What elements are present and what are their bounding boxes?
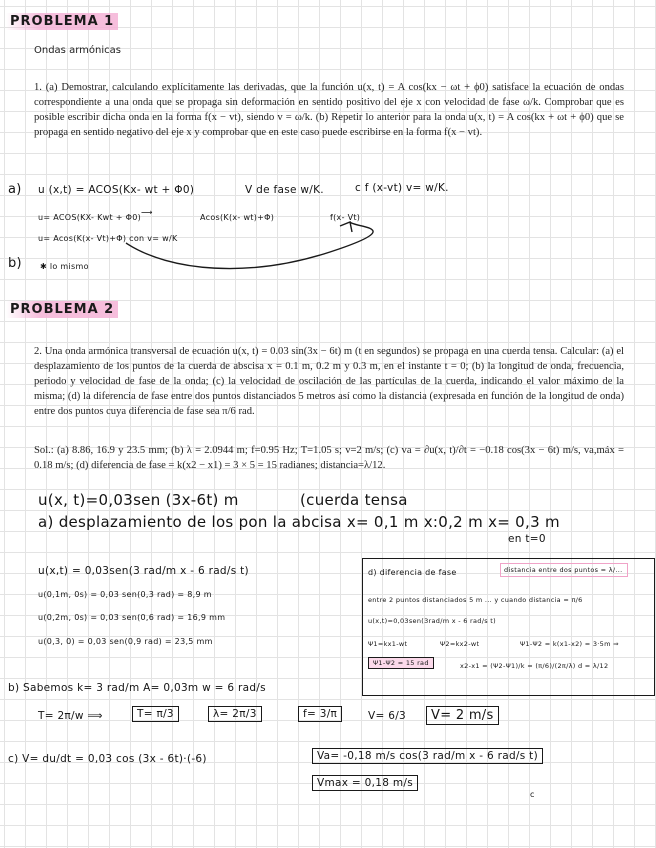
problema-2-heading: PROBLEMA 2 [6, 301, 118, 318]
p1-a-vfase: V de fase w/K. [245, 184, 324, 196]
p1-a-line2: u= ACOS(KX- Kwt + Φ0) [38, 213, 142, 222]
p2-equation-note: (cuerda tensa [300, 491, 408, 509]
p2-b-v: V= 6/3 [368, 710, 407, 722]
p2-b-T: T= 2π/w ⟹ [38, 710, 103, 722]
p2-a-line3: u(0,2m, 0s) = 0,03 sen(0,6 rad) = 16,9 mm [38, 613, 226, 622]
p2-d-line2: u(x,t)=0,03sen(3rad/m x - 6 rad/s t) [368, 617, 496, 625]
p1-a-equation: u (x,t) = ACOS(Kx- wt + Φ0) [38, 184, 195, 196]
p2-d-note-box: distancia entre dos puntos = λ/... [500, 563, 628, 577]
p2-a-line1: u(x,t) = 0,03sen(3 rad/m x - 6 rad/s t) [38, 565, 249, 577]
p1-b-text: ✱ lo mismo [40, 262, 89, 271]
p2-d-psi2: Ψ2=kx2-wt [440, 640, 480, 648]
p2-a-statement: a) desplazamiento de los pon la abcisa x= 0,1 m x:0,2 m x= 0,3 m [38, 513, 560, 531]
p1-a-fx: f(x- Vt) [330, 213, 361, 222]
p1-a-arrow: ⟶ [141, 208, 153, 217]
p1-a-label: a) [8, 182, 22, 197]
p2-d-title: d) diferencia de fase [368, 568, 457, 577]
problema-1-subtitle: Ondas armónicas [34, 45, 121, 56]
p2-c-vmax-box: Vmax = 0,18 m/s [312, 775, 418, 791]
p2-d-box [362, 558, 655, 696]
p2-a-line2: u(0,1m, 0s) = 0,03 sen(0,3 rad) = 8,9 m [38, 590, 212, 599]
problema-2-statement: 2. Una onda armónica transversal de ecuación u(x, t) = 0.03 sin(3x − 6t) m (t en segundos) se propaga en una cuerda tensa. Calcular: (a) el desplazamiento de los puntos de la cuerda de abscisa x = 0.1 m, 0.2 m y 0.3 m, en el instante t = 0; (b) la longitud de onda, frecuencia, periodo y velocidad de fase de la onda; (c) la velocidad de oscilación de las partículas de la cuerda, indicando el valor máximo de la misma; (d) la diferencia de fase entre dos puntos distanciados 5 metros así como la distancia (expresada en función de la longitud de onda) entre dos puntos cuya diferencia de fase sea π/6 rad. [34, 346, 624, 417]
p2-d-line1: entre 2 puntos distanciados 5 m ... y cuando distancia = π/6 [368, 596, 583, 604]
problema-2-solution: Sol.: (a) 8.86, 16.9 y 23.5 mm; (b) λ = 2.0944 m; f=0.95 Hz; T=1.05 s; v=2 m/s; (c) va = ∂u(x, t)/∂t = −0.18 cos(3x − 6t) m/s, va,máx = 0.18 m/s; (d) diferencia de fase = k(x2 − x1) = 3 × 5 = 15 radianes; distancia=λ/12. [34, 445, 624, 471]
p2-b-T-box: T= π/3 [132, 706, 179, 722]
p2-b-lambda-box: λ= 2π/3 [208, 706, 262, 722]
p2-c-velocity-box: Va= -0,18 m/s cos(3 rad/m x - 6 rad/s t) [312, 748, 543, 764]
p2-d-diff: Ψ1-Ψ2 = k(x1-x2) = 3·5m ⇒ [520, 640, 619, 648]
p2-main-equation: u(x, t)=0,03sen (3x-6t) m [38, 491, 239, 509]
p2-b-v-box: V= 2 m/s [426, 706, 499, 725]
problema-1-statement: 1. (a) Demostrar, calculando explícitamente las derivadas, que la función u(x, t) = A cos(kx − ωt + ϕ0) satisface la ecuación de ondas correspondiente a una onda que se propaga sin deformación en sentido positivo del eje x con velocidad de fase ω/k. Comprobar que es posible escribir dicha onda en la forma f(x − vt), siendo v = ω/k. (b) Repetir lo anterior para la onda u(x, t) = A cos(kx + ωt + ϕ0) que se propaga en sentido negativo del eje x y comprobar que en este caso puede escribirse en la forma f(x − vt). [34, 82, 624, 138]
p2-a-t0: en t=0 [508, 533, 546, 545]
p2-a-line4: u(0,3, 0) = 0,03 sen(0,9 rad) = 23,5 mm [38, 637, 213, 646]
p2-b-f-box: f= 3/π [298, 706, 342, 722]
p2-b-line1: b) Sabemos k= 3 rad/m A= 0,03m w = 6 rad/s [8, 682, 266, 694]
problema-1-heading: PROBLEMA 1 [6, 13, 118, 30]
p2-c-dot: c [530, 790, 535, 799]
p1-a-form: c f (x-vt) v= w/K. [355, 182, 449, 194]
p1-a-line2b: Acos(K(x- wt)+Φ) [200, 213, 275, 222]
p2-d-line4: x2-x1 = (Ψ2-Ψ1)/k = (π/6)/(2π/λ) d = λ/12 [460, 662, 609, 670]
p1-curved-arrow [0, 0, 656, 300]
p1-a-line3: u= Acos(K(x- Vt)+Φ) con v= w/K [38, 234, 178, 243]
p1-b-label: b) [8, 256, 22, 271]
p2-d-psi1: Ψ1=kx1-wt [368, 640, 408, 648]
p2-d-result-box: Ψ1-Ψ2 = 15 rad [368, 657, 434, 669]
p2-c-line1: c) V= du/dt = 0,03 cos (3x - 6t)·(-6) [8, 753, 207, 765]
